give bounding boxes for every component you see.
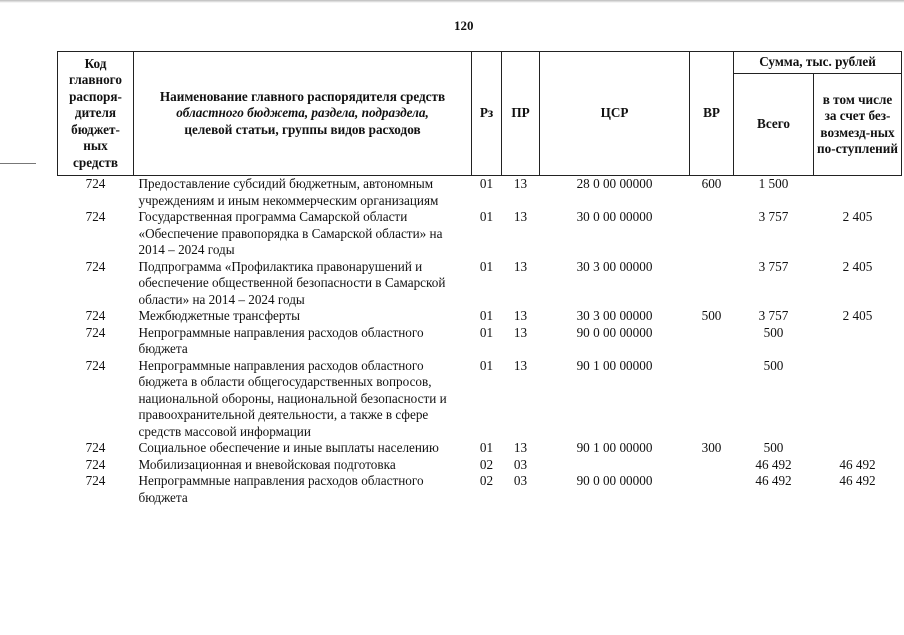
cell-kod: 724: [85, 258, 106, 274]
cell-csr: [540, 457, 690, 474]
table-row: [58, 176, 902, 210]
cell-kod: 724: [85, 456, 106, 472]
table-row: [58, 440, 902, 457]
cell-rz: 01: [479, 258, 494, 274]
cell-vr: [690, 473, 734, 506]
cell-name: Подпрограмма «Профилактика правонарушений и обеспечение общественной безопасности в Самарской области» на 2014 – 2024 годы: [138, 258, 446, 307]
cell-csr: 90 0 00 00000: [576, 324, 653, 340]
cell-vsego: 500: [763, 357, 784, 373]
cell-vsego: 1 500: [758, 176, 789, 191]
table-row: [58, 457, 902, 474]
cell-rz: 01: [479, 440, 494, 455]
cell-vtom: 46 492: [839, 473, 876, 488]
page-number: 120: [454, 18, 474, 33]
table-row: [58, 358, 902, 441]
cell-vr: [690, 358, 734, 441]
cell-csr: 90 1 00 00000: [576, 440, 653, 455]
header-name-line2: областного бюджета, раздела, подраздела,: [176, 105, 429, 121]
cell-rz: 01: [479, 176, 494, 191]
cell-kod: 724: [85, 176, 106, 191]
header-name: [134, 52, 472, 176]
cell-pr: 13: [513, 258, 528, 274]
table-header: [58, 52, 902, 176]
table-row: [58, 209, 902, 259]
cell-csr: 30 3 00 00000: [576, 308, 653, 323]
cell-rz: 02: [479, 456, 494, 472]
cell-csr: 90 0 00 00000: [576, 473, 653, 488]
cell-kod: 724: [85, 357, 106, 373]
header-name-line1: Наименование главного распорядителя средств: [159, 88, 446, 104]
cell-name: Предоставление субсидий бюджетным, автономным учреждениям и иным некоммерческим организациям: [138, 176, 439, 208]
cell-vr: 600: [701, 176, 722, 191]
cell-pr: 13: [513, 308, 528, 323]
cell-kod: 724: [85, 473, 106, 488]
cell-vr: [690, 259, 734, 309]
cell-csr: 28 0 00 00000: [576, 176, 653, 191]
cell-csr: 90 1 00 00000: [576, 357, 653, 373]
cell-pr: 03: [513, 473, 528, 488]
table-body: [58, 176, 902, 507]
cell-pr: 13: [513, 357, 528, 373]
cell-name: Государственная программа Самарской области «Обеспечение правопорядка в Самарской области» на 2014 – 2024 годы: [138, 209, 443, 257]
cell-pr: 13: [513, 324, 528, 340]
cell-rz: 01: [479, 308, 494, 323]
cell-vsego: 500: [763, 440, 784, 455]
cell-vsego: 3 757: [758, 258, 789, 274]
header-vsego: Всего: [734, 74, 814, 176]
cell-vr: 500: [701, 308, 722, 323]
cell-kod: 724: [85, 440, 106, 455]
cell-vr: [690, 209, 734, 259]
cell-rz: 01: [479, 357, 494, 373]
cell-name: Непрограммные направления расходов областного бюджета в области общегосударственных вопросов, национальной обороны, национальной безопасности и правоохранительной деятельности, а также в сфере средств массовой информации: [138, 357, 447, 439]
table-row: [58, 473, 902, 506]
header-vtom: в том числе за счет без-возмезд-ных по-ступлений: [814, 74, 902, 176]
cell-name: Непрограммные направления расходов областного бюджета: [138, 473, 424, 505]
cell-pr: 13: [513, 440, 528, 455]
cell-rz: 02: [479, 473, 494, 488]
table-row: [58, 325, 902, 358]
cell-vtom: 2 405: [842, 308, 873, 323]
cell-name: Межбюджетные трансферты: [138, 308, 300, 323]
table-row: [58, 259, 902, 309]
scan-mark: [0, 163, 36, 164]
header-pr: ПР: [502, 52, 540, 176]
budget-table: [57, 51, 902, 506]
scan-edge: [0, 0, 904, 3]
cell-name: Социальное обеспечение и иные выплаты населению: [138, 440, 439, 455]
header-kod: Код главного распоря-дителя бюджет-ных средств: [58, 52, 134, 176]
cell-pr: 03: [513, 456, 528, 472]
cell-vtom: 2 405: [842, 209, 873, 224]
cell-kod: 724: [85, 209, 106, 224]
cell-vtom: 2 405: [842, 258, 873, 274]
cell-vr: [690, 457, 734, 474]
cell-vsego: 3 757: [758, 209, 789, 224]
cell-vtom: [814, 358, 902, 441]
cell-vtom: 46 492: [839, 456, 876, 472]
header-csr: ЦСР: [540, 52, 690, 176]
cell-rz: 01: [479, 324, 494, 340]
header-summa: Сумма, тыс. рублей: [734, 52, 902, 74]
cell-vtom: [814, 325, 902, 358]
cell-name: Мобилизационная и вневойсковая подготовка: [138, 456, 396, 472]
cell-vsego: 500: [763, 324, 784, 340]
cell-name: Непрограммные направления расходов областного бюджета: [138, 324, 424, 356]
cell-vsego: 46 492: [755, 456, 792, 472]
header-rz: Рз: [472, 52, 502, 176]
cell-vtom: [814, 440, 902, 457]
cell-vr: [690, 325, 734, 358]
cell-pr: 13: [513, 209, 528, 224]
cell-rz: 01: [479, 209, 494, 224]
header-vr: ВР: [690, 52, 734, 176]
header-name-line3: целевой статьи, группы видов расходов: [184, 121, 421, 137]
cell-csr: 30 3 00 00000: [576, 258, 653, 274]
cell-kod: 724: [85, 308, 106, 323]
table-row: [58, 308, 902, 325]
cell-vsego: 46 492: [755, 473, 792, 488]
cell-kod: 724: [85, 324, 106, 340]
cell-vsego: 3 757: [758, 308, 789, 323]
cell-csr: 30 0 00 00000: [576, 209, 653, 224]
cell-vr: 300: [701, 440, 722, 455]
cell-pr: 13: [513, 176, 528, 191]
cell-vtom: [814, 176, 902, 210]
